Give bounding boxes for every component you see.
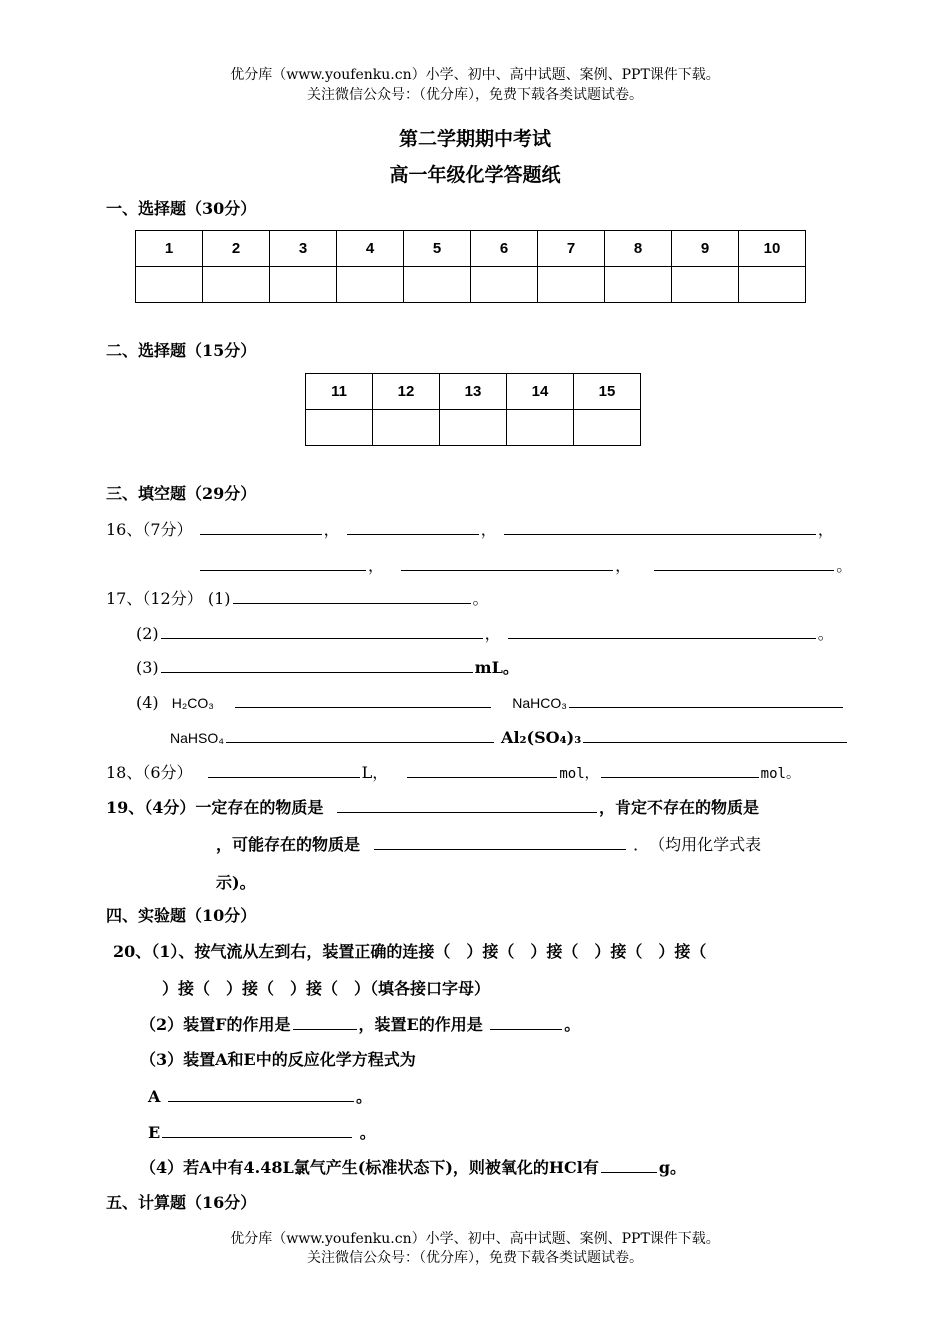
q17-line-4	[136, 692, 845, 714]
period: 。	[564, 1015, 581, 1034]
comma: ，	[323, 520, 340, 539]
footer-line-1: 优分库（www.youfenku.cn）小学、初中、高中试题、案例、PPT课件下载。	[230, 1231, 720, 1247]
formula-nahso4: NaHSO₄	[170, 730, 224, 746]
blank[interactable]	[374, 834, 626, 850]
answer-cell[interactable]	[404, 267, 471, 303]
unit-mol: mol，	[559, 766, 599, 782]
answer-grid-1	[135, 230, 806, 303]
grid-number: 6	[471, 231, 538, 267]
blank[interactable]	[601, 1157, 657, 1173]
q19-line-2	[216, 834, 761, 856]
blank[interactable]	[226, 727, 494, 743]
answer-cell[interactable]	[373, 410, 440, 446]
period: 。	[472, 589, 489, 608]
grid-number: 1	[136, 231, 203, 267]
answer-cell[interactable]	[203, 267, 270, 303]
blank[interactable]	[508, 623, 816, 639]
q20-3-a-line	[148, 1086, 372, 1108]
section1-heading: 一、选择题（30分）	[106, 199, 257, 218]
q18-line	[106, 762, 800, 785]
q19-line2-start: ，可能存在的物质是	[216, 835, 361, 854]
period: 。	[359, 1123, 376, 1142]
header-line-2: 关注微信公众号：（优分库），免费下载各类试题试卷。	[307, 87, 643, 103]
equation-a-label: A	[148, 1087, 161, 1106]
part-label: (1)	[207, 589, 231, 608]
blank[interactable]	[168, 1086, 354, 1102]
q16-line-2	[198, 555, 852, 577]
q19-mid: ，肯定不存在的物质是	[598, 798, 759, 817]
q20-4-line	[140, 1157, 686, 1179]
unit-g: g。	[658, 1158, 687, 1177]
blank[interactable]	[161, 657, 473, 673]
q20-4-text: （4）若A中有4.48L氯气产生(标准状态下)，则被氧化的HCl有	[140, 1158, 599, 1177]
period: 。	[836, 556, 853, 575]
blank[interactable]	[162, 1122, 352, 1138]
grid-number: 10	[739, 231, 806, 267]
blank[interactable]	[200, 555, 366, 571]
part-label: (3)	[136, 658, 159, 677]
grid-number: 2	[203, 231, 270, 267]
q19-line-3: 示)。	[216, 873, 256, 892]
header-line-1: 优分库（www.youfenku.cn）小学、初中、高中试题、案例、PPT课件下载。	[230, 67, 720, 83]
exam-title: 第二学期期中考试	[398, 128, 551, 150]
grid-number: 4	[337, 231, 404, 267]
grid-number: 5	[404, 231, 471, 267]
equation-e-label: E	[148, 1123, 161, 1142]
grid-number: 9	[672, 231, 739, 267]
footer-line-2: 关注微信公众号：（优分库），免费下载各类试题试卷。	[307, 1250, 643, 1266]
blank[interactable]	[235, 692, 491, 708]
section4-heading: 四、实验题（10分）	[106, 906, 257, 925]
answer-cell[interactable]	[605, 267, 672, 303]
answer-grid-2	[305, 373, 641, 446]
blank[interactable]	[654, 555, 834, 571]
q20-2-line	[140, 1014, 580, 1036]
grid-number: 3	[270, 231, 337, 267]
formula-h2co3: H₂CO₃	[171, 695, 215, 711]
grid-number: 14	[507, 374, 574, 410]
blank[interactable]	[601, 762, 759, 778]
exam-subtitle: 高一年级化学答题纸	[389, 164, 561, 186]
answer-cell[interactable]	[471, 267, 538, 303]
answer-cell[interactable]	[270, 267, 337, 303]
answer-cell[interactable]	[538, 267, 605, 303]
blank[interactable]	[337, 797, 597, 813]
q19-label: 19、（4分）一定存在的物质是	[106, 798, 324, 817]
blank[interactable]	[401, 555, 613, 571]
q17-line-2	[136, 623, 834, 645]
q20-1-line-1: 20、（1）、按气流从左到右，装置正确的连接（ ）接（ ）接（ ）接（ ）接（	[113, 942, 707, 961]
q20-3-e-line	[148, 1122, 376, 1144]
formula-nahco3: NaHCO₃	[512, 695, 567, 711]
q20-2-part-a: （2）装置F的作用是	[140, 1015, 291, 1034]
q20-3-line: （3）装置A和E中的反应化学方程式为	[140, 1050, 416, 1069]
grid-number: 8	[605, 231, 672, 267]
answer-cell[interactable]	[574, 410, 641, 446]
unit-ml: mL。	[474, 658, 519, 677]
part-label: (2)	[136, 624, 159, 643]
q16-label: 16、（7分）	[106, 520, 193, 539]
section3-heading: 三、填空题（29分）	[106, 484, 257, 503]
answer-cell[interactable]	[672, 267, 739, 303]
q19-line2-end: ． （均用化学式表	[633, 835, 762, 854]
section5-heading: 五、计算题（16分）	[106, 1193, 257, 1212]
grid-number: 11	[306, 374, 373, 410]
q17-label: 17、（12分）	[106, 589, 203, 608]
answer-cell[interactable]	[136, 267, 203, 303]
q16-line-1	[106, 519, 834, 541]
comma: ，	[480, 520, 497, 539]
q19-line-1	[106, 797, 759, 819]
blank[interactable]	[293, 1014, 357, 1030]
blank[interactable]	[490, 1014, 562, 1030]
q20-1-line-2: ）接（ ）接（ ）接（ ）（填各接口字母）	[162, 979, 491, 998]
part-label: (4)	[136, 693, 159, 712]
blank[interactable]	[504, 519, 816, 535]
blank[interactable]	[200, 519, 322, 535]
grid-number: 12	[373, 374, 440, 410]
period: 。	[817, 624, 834, 643]
comma: ，	[615, 556, 632, 575]
blank[interactable]	[208, 762, 360, 778]
blank[interactable]	[407, 762, 557, 778]
comma: ，	[484, 624, 501, 643]
answer-cell[interactable]	[306, 410, 373, 446]
grid-number: 7	[538, 231, 605, 267]
blank[interactable]	[233, 588, 471, 604]
q20-2-part-b: ，装置E的作用是	[358, 1015, 483, 1034]
unit-l: L，	[361, 763, 389, 782]
unit-mol: mol。	[760, 766, 800, 782]
blank[interactable]	[161, 623, 483, 639]
section2-heading: 二、选择题（15分）	[106, 341, 257, 360]
comma: ，	[817, 520, 834, 539]
q17-line-3	[136, 657, 519, 679]
blank[interactable]	[569, 692, 843, 708]
period: 。	[356, 1087, 373, 1106]
answer-cell[interactable]	[440, 410, 507, 446]
grid-number: 15	[574, 374, 641, 410]
q17-line-5	[170, 727, 849, 749]
blank[interactable]	[347, 519, 479, 535]
answer-cell[interactable]	[739, 267, 806, 303]
answer-cell[interactable]	[337, 267, 404, 303]
q17-line-1	[106, 588, 489, 610]
comma: ，	[368, 556, 385, 575]
q18-label: 18、（6分）	[106, 763, 193, 782]
grid-number: 13	[440, 374, 507, 410]
blank[interactable]	[583, 727, 847, 743]
formula-al2so43: Al₂(SO₄)₃	[501, 728, 582, 747]
answer-cell[interactable]	[507, 410, 574, 446]
